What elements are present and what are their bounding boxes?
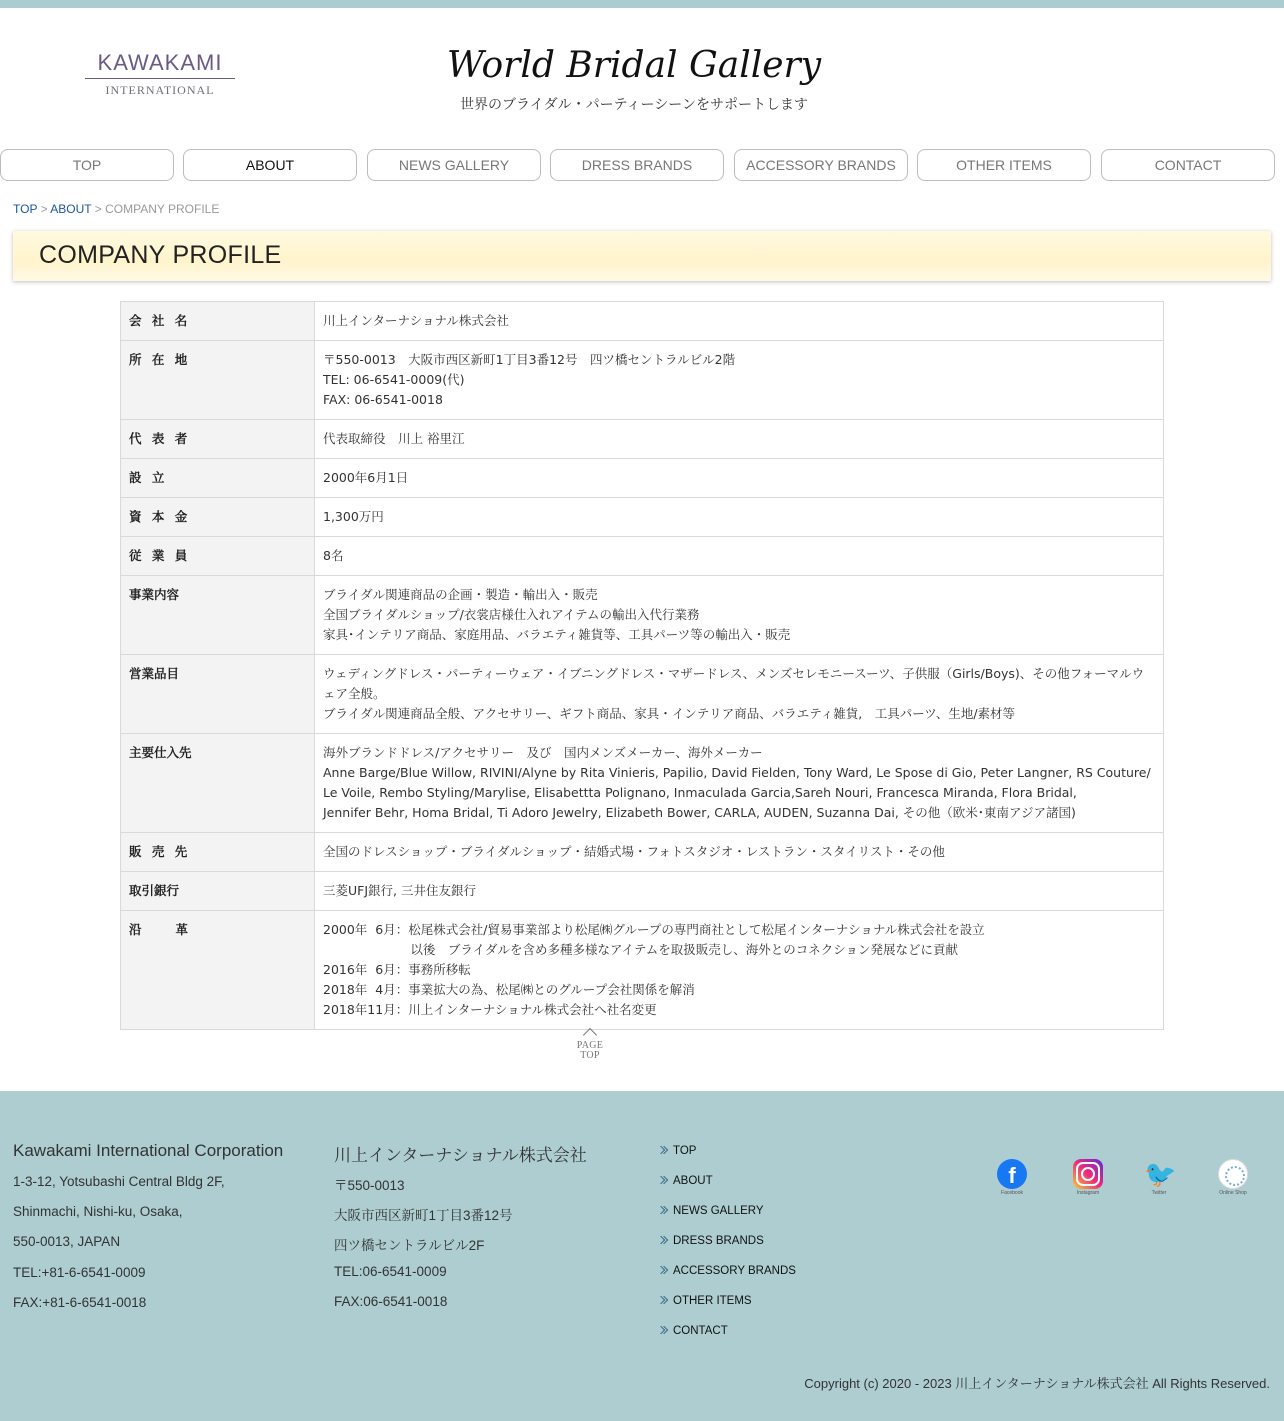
page-top-label: PAGE TOP — [576, 1040, 604, 1061]
twitter-link[interactable] — [1141, 1159, 1177, 1199]
footer-nav-top[interactable] — [658, 1144, 696, 1157]
profile-key: 取引銀行 — [121, 872, 315, 911]
site-tagline: 世界のブライダル・パーティーシーンをサポートします — [460, 97, 808, 113]
profile-value — [315, 302, 1164, 341]
breadcrumb-separator: > — [40, 202, 48, 216]
profile-row — [121, 734, 1164, 833]
profile-key: 資 本 金 — [121, 498, 315, 537]
double-chevron-right-icon — [658, 1295, 668, 1305]
profile-value — [315, 341, 1164, 420]
profile-value — [315, 872, 1164, 911]
profile-key: 従 業 員 — [121, 537, 315, 576]
social-caption: Instagram — [1076, 1190, 1100, 1196]
profile-value — [315, 498, 1164, 537]
profile-value-line: 〒550-0013 大阪市西区新町1丁目3番12号 四ツ橋セントラルビル2階 — [323, 352, 736, 367]
profile-value — [315, 833, 1164, 872]
instagram-icon — [1073, 1159, 1103, 1189]
profile-key: 所 在 地 — [121, 341, 315, 420]
profile-value-line: 2018年11月：川上インターナショナル株式会社へ社名変更 — [323, 1002, 657, 1017]
footer-fax: FAX:06-6541-0018 — [334, 1294, 448, 1309]
company-profile-table — [120, 301, 1164, 1030]
profile-value-line: Jennifer Behr, Homa Bridal, Ti Adoro Jewelry, Elizabeth Bower, CARLA, AUDEN, Suzanna Dai, その他（欧米･東南アジア諸国) — [323, 805, 1076, 820]
footer-nav-label: NEWS GALLERY — [673, 1205, 764, 1217]
nav-dress-brands[interactable]: DRESS BRANDS — [550, 149, 724, 181]
logo-divider — [85, 78, 235, 79]
top-accent-bar — [0, 0, 1284, 8]
logo-main-text: KAWAKAMI — [97, 50, 223, 75]
profile-value-line: Anne Barge/Blue Willow, RIVINI/Alyne by Rita Vinieris, Papilio, David Fielden, Tony Ward, Le Spose di Gio, Peter Langner, RS Couture/Le Voile, Rembo Styling/Marylise, Elisabettta Polignano, Inmaculada Garcia,Sareh Nouri, Francesca Miranda, Flora Bridal, — [323, 765, 1151, 800]
profile-value-line: 2016年 6月：事務所移転 — [323, 962, 471, 977]
nav-other-items[interactable]: OTHER ITEMS — [917, 149, 1091, 181]
profile-row — [121, 498, 1164, 537]
profile-value-line: ブライダル関連商品の企画・製造・輸出入・販売 — [323, 587, 598, 602]
profile-value-line: 2000年 6月：松尾株式会社/貿易事業部より松尾㈱グループの専門商社として松尾インターナショナル株式会社を設立 — [323, 922, 985, 937]
profile-row — [121, 576, 1164, 655]
profile-value — [315, 420, 1164, 459]
footer-address-line: 大阪市西区新町1丁目3番12号 — [334, 1208, 513, 1223]
profile-key: 販 売 先 — [121, 833, 315, 872]
profile-value-line: 川上インターナショナル株式会社 — [323, 313, 509, 328]
profile-key: 事業内容 — [121, 576, 315, 655]
profile-key: 代 表 者 — [121, 420, 315, 459]
profile-key: 主要仕入先 — [121, 734, 315, 833]
footer-nav-dress-brands[interactable] — [658, 1234, 764, 1247]
footer-nav-other-items[interactable] — [658, 1294, 752, 1307]
nav-news-gallery[interactable]: NEWS GALLERY — [367, 149, 541, 181]
profile-row — [121, 459, 1164, 498]
twitter-icon: 🐦 — [1144, 1159, 1177, 1189]
footer-address-line: 四ツ橋セントラルビル2F — [334, 1238, 485, 1253]
profile-value-line: 以後 ブライダルを含め多種多様なアイテムを取扱販売し、海外とのコネクション発展などに貢献 — [323, 942, 959, 957]
profile-value-line: 1,300万円 — [323, 509, 384, 524]
profile-value-line: ウェディングドレス・パーティーウェア・イブニングドレス・マザードレス、メンズセレモニースーツ、子供服（Girls/Boys)、その他フォーマルウェア全般。 — [323, 666, 1145, 701]
profile-value-line: 三菱UFJ銀行, 三井住友銀行 — [323, 883, 476, 898]
profile-value-line: 代表取締役 川上 裕里江 — [323, 431, 465, 446]
nav-accessory-brands[interactable]: ACCESSORY BRANDS — [734, 149, 908, 181]
profile-value — [315, 459, 1164, 498]
footer-company-name-en: Kawakami International Corporation — [13, 1141, 284, 1160]
profile-value — [315, 911, 1164, 1030]
profile-value — [315, 537, 1164, 576]
logo-sub-text: INTERNATIONAL — [105, 83, 215, 97]
profile-value-line: TEL: 06-6541-0009(代) — [323, 372, 465, 387]
double-chevron-right-icon — [658, 1145, 668, 1155]
copyright: Copyright (c) 2020 - 2023 川上インターナショナル株式会社 All Rights Reserved. — [804, 1376, 1270, 1391]
footer-fax: FAX:+81-6-6541-0018 — [13, 1295, 147, 1310]
profile-value — [315, 576, 1164, 655]
main-nav — [0, 149, 1284, 181]
profile-row — [121, 833, 1164, 872]
social-caption: Facebook — [1001, 1190, 1023, 1196]
breadcrumb-current: COMPANY PROFILE — [105, 202, 220, 216]
footer-address-line: 〒550-0013 — [334, 1178, 405, 1193]
breadcrumb-separator: > — [94, 202, 102, 216]
nav-about[interactable]: ABOUT — [183, 149, 357, 181]
profile-value — [315, 655, 1164, 734]
company-logo[interactable] — [85, 50, 235, 100]
footer-nav-accessory-brands[interactable] — [658, 1264, 796, 1277]
profile-row — [121, 302, 1164, 341]
profile-value-line: 2018年 4月：事業拡大の為、松尾㈱とのグループ会社関係を解消 — [323, 982, 695, 997]
double-chevron-right-icon — [658, 1265, 668, 1275]
social-caption: Twitter — [1151, 1190, 1167, 1196]
footer-nav-label: ACCESSORY BRANDS — [673, 1265, 796, 1277]
profile-value-line: 家具･インテリア商品、家庭用品、バラエティ雑貨等、工具パーツ等の輸出入・販売 — [323, 627, 791, 642]
breadcrumb — [13, 202, 219, 216]
footer-nav-label: DRESS BRANDS — [673, 1235, 764, 1247]
footer-nav-about[interactable] — [658, 1174, 713, 1187]
facebook-link[interactable] — [994, 1159, 1030, 1199]
breadcrumb-top-link[interactable]: TOP — [13, 202, 38, 216]
footer-address-line: 1-3-12, Yotsubashi Central Bldg 2F, — [13, 1174, 225, 1189]
profile-value-line: 8名 — [323, 548, 344, 563]
double-chevron-right-icon — [658, 1325, 668, 1335]
profile-key: 会 社 名 — [121, 302, 315, 341]
footer-address-line: Shinmachi, Nishi-ku, Osaka, — [13, 1204, 183, 1219]
profile-key: 設 立 — [121, 459, 315, 498]
online-shop-link[interactable] — [1215, 1159, 1251, 1199]
footer-company-name-jp: 川上インターナショナル株式会社 — [334, 1146, 587, 1165]
profile-value-line: ブライダル関連商品全般、アクセサリー、ギフト商品、家具・インテリア商品、バラエティ雑貨, 工具パーツ、生地/素材等 — [323, 706, 1016, 721]
footer-nav-contact[interactable] — [658, 1324, 728, 1337]
profile-key: 営業品目 — [121, 655, 315, 734]
page-top-button[interactable] — [566, 1026, 614, 1061]
profile-value-line: 全国ブライダルショップ/衣裳店様仕入れアイテムの輸出入代行業務 — [323, 607, 700, 622]
page-title: COMPANY PROFILE — [39, 241, 282, 269]
profile-value-line: FAX: 06-6541-0018 — [323, 392, 443, 407]
footer-address-line: 550-0013, JAPAN — [13, 1234, 121, 1249]
site-title[interactable]: World Bridal Gallery — [446, 45, 822, 86]
page-title-bar — [13, 231, 1271, 281]
profile-row — [121, 420, 1164, 459]
facebook-icon: f — [997, 1159, 1027, 1189]
footer-tel: TEL:+81-6-6541-0009 — [13, 1265, 146, 1280]
profile-key: 沿 革 — [121, 911, 315, 1030]
nav-top[interactable]: TOP — [0, 149, 174, 181]
profile-value-line: 全国のドレスショップ・ブライダルショップ・結婚式場・フォトスタジオ・レストラン・スタイリスト・その他 — [323, 844, 945, 859]
footer-nav-news-gallery[interactable] — [658, 1204, 764, 1217]
footer-nav-label: OTHER ITEMS — [673, 1295, 752, 1307]
profile-row — [121, 537, 1164, 576]
double-chevron-right-icon — [658, 1235, 668, 1245]
profile-row — [121, 872, 1164, 911]
profile-value — [315, 734, 1164, 833]
site-footer — [0, 1091, 1284, 1421]
double-chevron-right-icon — [658, 1175, 668, 1185]
profile-value-line: 2000年6月1日 — [323, 470, 409, 485]
breadcrumb-about-link[interactable]: ABOUT — [50, 202, 92, 216]
footer-nav-label: CONTACT — [673, 1325, 728, 1337]
footer-tel: TEL:06-6541-0009 — [334, 1264, 447, 1279]
profile-row — [121, 341, 1164, 420]
footer-nav-label: ABOUT — [673, 1175, 713, 1187]
profile-value-line: 海外ブランドドレス/アクセサリー 及び 国内メンズメーカー、海外メーカー — [323, 745, 763, 760]
profile-row — [121, 911, 1164, 1030]
instagram-link[interactable] — [1070, 1159, 1106, 1199]
double-chevron-right-icon — [658, 1205, 668, 1215]
profile-row — [121, 655, 1164, 734]
nav-contact[interactable]: CONTACT — [1101, 149, 1275, 181]
site-brand — [436, 44, 832, 114]
online-shop-icon — [1218, 1159, 1248, 1189]
social-caption: Online Shop — [1219, 1190, 1247, 1196]
footer-nav-label: TOP — [673, 1145, 697, 1157]
